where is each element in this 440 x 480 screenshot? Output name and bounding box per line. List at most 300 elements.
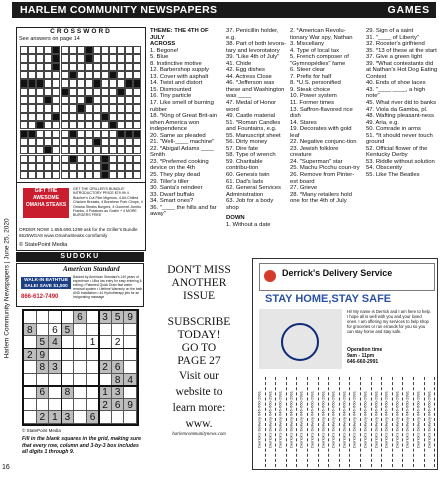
crossword-cell[interactable]	[52, 88, 60, 96]
crossword-cell[interactable]	[117, 113, 125, 121]
clue-item: 16. Tiny particle	[150, 93, 192, 100]
crossword-cell[interactable]	[117, 163, 125, 171]
tear-off-tab[interactable]: Derrick's Delivery 646-660-2991	[308, 377, 319, 467]
crossword-cell[interactable]	[52, 130, 60, 138]
crossword-cell[interactable]	[20, 163, 28, 171]
tear-off-tab[interactable]: Derrick's Delivery 646-660-2991	[361, 377, 372, 467]
clue-item: 13. Cover with asphalt	[150, 73, 209, 80]
crossword-cell[interactable]	[125, 46, 133, 54]
crossword-cell[interactable]	[109, 146, 117, 154]
crossword-cell[interactable]	[117, 171, 125, 179]
crossword-cell[interactable]	[44, 138, 52, 146]
crossword-cell[interactable]	[77, 130, 85, 138]
clues-across-col1	[150, 28, 222, 218]
crossword-cell[interactable]	[77, 71, 85, 79]
crossword-cell[interactable]	[77, 54, 85, 62]
crossword-cell[interactable]	[36, 146, 44, 154]
crossword-cell[interactable]	[77, 96, 85, 104]
crossword-cell[interactable]	[36, 88, 44, 96]
crossword-cell[interactable]	[20, 104, 28, 112]
crossword-cell[interactable]	[61, 71, 69, 79]
crossword-cell[interactable]	[61, 155, 69, 163]
clue-item: 8. *U.S. personified	[290, 80, 341, 87]
crossword-cell[interactable]	[93, 63, 101, 71]
across-list	[150, 48, 222, 218]
crossword-cell[interactable]	[125, 163, 133, 171]
crossword-cell[interactable]	[77, 155, 85, 163]
crossword-cell[interactable]	[133, 88, 141, 96]
crossword-cell[interactable]	[52, 155, 60, 163]
crossword-cell[interactable]	[20, 88, 28, 96]
crossword-cell[interactable]	[77, 79, 85, 87]
clue-item: 45. What river did to banks	[366, 100, 437, 107]
crossword-cell[interactable]	[36, 54, 44, 62]
crossword-cell[interactable]	[133, 113, 141, 121]
crossword-cell[interactable]	[28, 54, 36, 62]
crossword-cell[interactable]	[117, 104, 125, 112]
crossword-cell[interactable]	[28, 146, 36, 154]
crossword-cell[interactable]	[85, 155, 93, 163]
crossword-cell[interactable]	[117, 138, 125, 146]
crossword-cell[interactable]	[44, 163, 52, 171]
sudoku-cell[interactable]	[24, 361, 37, 374]
sudoku-cell: 4	[49, 336, 62, 349]
crossword-cell[interactable]	[93, 163, 101, 171]
sudoku-cell: 5	[112, 311, 125, 324]
crossword-cell[interactable]	[20, 71, 28, 79]
crossword-cell[interactable]	[93, 121, 101, 129]
crossword-cell[interactable]	[20, 113, 28, 121]
crossword-cell[interactable]	[117, 54, 125, 62]
sudoku-box-divider	[61, 311, 63, 424]
crossword-cell[interactable]	[20, 54, 28, 62]
crossword-cell[interactable]	[101, 104, 109, 112]
sudoku-cell[interactable]	[74, 361, 87, 374]
tear-off-tab[interactable]: Derrick's Delivery 646-660-2991	[393, 377, 404, 467]
crossword-cell[interactable]	[85, 79, 93, 87]
sudoku-cell[interactable]	[37, 399, 50, 412]
crossword-cell[interactable]	[93, 96, 101, 104]
crossword-cell[interactable]	[61, 121, 69, 129]
crossword-cell[interactable]	[85, 138, 93, 146]
crossword-cell[interactable]	[20, 96, 28, 104]
promo-line: DON'T MISS	[167, 264, 231, 276]
crossword-cell[interactable]	[125, 54, 133, 62]
tear-off-tab[interactable]: Derrick's Delivery 646-660-2991	[329, 377, 340, 467]
crossword-cell[interactable]	[69, 121, 77, 129]
clue-item: 49. Castle material	[226, 113, 276, 120]
crossword-cell[interactable]	[28, 113, 36, 121]
stay-home-slogan: STAY HOME,STAY SAFE	[265, 293, 392, 305]
tear-off-tab[interactable]: Derrick's Delivery 646-660-2991	[297, 377, 308, 467]
sudoku-cell[interactable]	[62, 399, 75, 412]
crossword-block	[101, 155, 109, 163]
crossword-cell[interactable]	[36, 96, 44, 104]
crossword-cell[interactable]	[44, 71, 52, 79]
crossword-cell[interactable]	[133, 104, 141, 112]
crossword-cell[interactable]	[125, 155, 133, 163]
crossword-cell[interactable]	[77, 146, 85, 154]
crossword-cell[interactable]	[133, 121, 141, 129]
clue-item: 22. Negative conjunc-tion	[290, 139, 357, 146]
crossword-cell[interactable]	[77, 113, 85, 121]
crossword-cell[interactable]	[85, 130, 93, 138]
sudoku-cell[interactable]	[74, 411, 87, 424]
crossword-cell[interactable]	[85, 88, 93, 96]
crossword-cell[interactable]	[52, 104, 60, 112]
crossword-block	[28, 79, 36, 87]
crossword-cell[interactable]	[109, 155, 117, 163]
clue-item: 31. "____ of Liberty"	[366, 34, 419, 41]
sudoku-cell[interactable]	[99, 324, 112, 337]
crossword-cell[interactable]	[77, 163, 85, 171]
crossword-cell[interactable]	[133, 146, 141, 154]
crossword-block	[69, 155, 77, 163]
crossword-cell[interactable]	[125, 146, 133, 154]
sudoku-cell[interactable]	[124, 349, 137, 362]
crossword-cell[interactable]	[109, 113, 117, 121]
crossword-cell[interactable]	[61, 146, 69, 154]
crossword-cell[interactable]	[117, 79, 125, 87]
crossword-cell[interactable]	[61, 96, 69, 104]
crossword-cell[interactable]	[109, 130, 117, 138]
crossword-cell[interactable]	[125, 171, 133, 179]
crossword-cell[interactable]	[93, 104, 101, 112]
crossword-cell[interactable]	[109, 54, 117, 62]
crossword-cell[interactable]	[69, 163, 77, 171]
crossword-block	[20, 130, 28, 138]
crossword-cell[interactable]	[61, 138, 69, 146]
crossword-cell[interactable]	[52, 138, 60, 146]
crossword-cell[interactable]	[44, 155, 52, 163]
crossword-cell[interactable]	[36, 71, 44, 79]
crossword-cell[interactable]	[109, 88, 117, 96]
crossword-cell[interactable]	[85, 121, 93, 129]
crossword-cell[interactable]	[36, 113, 44, 121]
sudoku-cell: 2	[112, 336, 125, 349]
crossword-cell[interactable]	[36, 130, 44, 138]
crossword-cell[interactable]	[28, 96, 36, 104]
crossword-cell[interactable]	[20, 63, 28, 71]
clue-item: 56. Dirty money	[226, 139, 268, 146]
crossword-cell[interactable]	[93, 71, 101, 79]
tear-off-tab[interactable]: Derrick's Delivery 646-660-2991	[382, 377, 393, 467]
crossword-box	[16, 27, 146, 251]
crossword-cell[interactable]	[117, 63, 125, 71]
crossword-cell[interactable]	[93, 155, 101, 163]
sudoku-cell[interactable]	[74, 399, 87, 412]
crossword-cell[interactable]	[117, 96, 125, 104]
crossword-cell[interactable]	[52, 146, 60, 154]
crossword-cell[interactable]	[36, 138, 44, 146]
crossword-cell[interactable]	[69, 79, 77, 87]
crossword-cell[interactable]	[77, 88, 85, 96]
crossword-cell[interactable]	[133, 138, 141, 146]
crossword-cell[interactable]	[69, 104, 77, 112]
sudoku-cell: 2	[99, 361, 112, 374]
crossword-cell[interactable]	[69, 63, 77, 71]
tear-off-tab[interactable]: Derrick's Delivery 646-660-2991	[287, 377, 298, 467]
tear-off-tab[interactable]: Derrick's Delivery 646-660-2991	[414, 377, 425, 467]
tear-off-tab[interactable]: Derrick's Delivery 646-660-2991	[350, 377, 361, 467]
crossword-grid[interactable]	[20, 46, 142, 180]
crossword-cell[interactable]	[36, 104, 44, 112]
sudoku-cell[interactable]	[37, 324, 50, 337]
promo-line: TODAY!	[177, 329, 221, 341]
crossword-cell[interactable]	[109, 63, 117, 71]
sudoku-cell[interactable]	[37, 311, 50, 324]
crossword-cell[interactable]	[133, 46, 141, 54]
crossword-cell[interactable]	[28, 71, 36, 79]
sudoku-cell[interactable]	[62, 361, 75, 374]
crossword-cell[interactable]	[133, 155, 141, 163]
crossword-cell[interactable]	[125, 96, 133, 104]
sudoku-cell[interactable]	[99, 411, 112, 424]
crossword-cell[interactable]	[93, 146, 101, 154]
crossword-cell[interactable]	[61, 104, 69, 112]
crossword-cell[interactable]	[69, 146, 77, 154]
crossword-cell[interactable]	[85, 163, 93, 171]
crossword-cell[interactable]	[109, 79, 117, 87]
crossword-cell[interactable]	[61, 130, 69, 138]
vertical-folio: Harlem Community Newspapers | June 25, 2020	[3, 218, 11, 359]
sudoku-cell[interactable]	[24, 311, 37, 324]
crossword-cell[interactable]	[44, 104, 52, 112]
crossword-cell[interactable]	[28, 63, 36, 71]
crossword-cell[interactable]	[109, 163, 117, 171]
crossword-cell[interactable]	[61, 63, 69, 71]
crossword-cell[interactable]	[77, 46, 85, 54]
crossword-cell[interactable]	[85, 71, 93, 79]
crossword-cell[interactable]	[61, 171, 69, 179]
crossword-cell[interactable]	[93, 171, 101, 179]
crossword-cell[interactable]	[44, 63, 52, 71]
crossword-cell[interactable]	[133, 171, 141, 179]
crossword-cell[interactable]	[36, 46, 44, 54]
crossword-cell[interactable]	[133, 96, 141, 104]
promo-line: ISSUE	[183, 290, 215, 302]
clue-item: 5. French composer of "Gymnopédies" fame	[290, 54, 349, 67]
crossword-cell[interactable]	[20, 171, 28, 179]
crossword-cell[interactable]	[109, 138, 117, 146]
clue-item: 1. Without a date	[226, 221, 271, 228]
crossword-cell[interactable]	[77, 138, 85, 146]
crossword-cell[interactable]	[69, 54, 77, 62]
clue-item: 25. Machu Picchu coun-try	[290, 165, 360, 172]
clue-item: 13. Saffron-flavored rice dish	[290, 106, 353, 120]
crossword-cell[interactable]	[125, 104, 133, 112]
clue-item: 36. "____ the hills and far away"	[150, 204, 217, 218]
sudoku-cell[interactable]	[24, 411, 37, 424]
crossword-cell[interactable]	[85, 63, 93, 71]
crossword-cell[interactable]	[109, 171, 117, 179]
tear-off-tab[interactable]: Derrick's Delivery 646-660-2991	[340, 377, 351, 467]
crossword-cell[interactable]	[28, 171, 36, 179]
crossword-cell[interactable]	[133, 163, 141, 171]
tear-off-tab[interactable]: Derrick's Delivery 646-660-2991	[372, 377, 383, 467]
sudoku-cell[interactable]	[99, 349, 112, 362]
bathtub-ad	[16, 263, 144, 307]
sudoku-cell[interactable]	[112, 411, 125, 424]
crossword-cell[interactable]	[125, 88, 133, 96]
crossword-cell[interactable]	[101, 63, 109, 71]
crossword-cell[interactable]	[125, 121, 133, 129]
crossword-cell[interactable]	[85, 104, 93, 112]
crossword-cell[interactable]	[93, 46, 101, 54]
crossword-cell[interactable]	[28, 46, 36, 54]
crossword-cell[interactable]	[117, 71, 125, 79]
crossword-cell[interactable]	[44, 54, 52, 62]
crossword-cell[interactable]	[44, 113, 52, 121]
tear-off-tab[interactable]: Derrick's Delivery 646-660-2991	[266, 377, 277, 467]
crossword-cell[interactable]	[52, 79, 60, 87]
crossword-cell[interactable]	[44, 130, 52, 138]
crossword-cell[interactable]	[36, 171, 44, 179]
crossword-cell[interactable]	[69, 46, 77, 54]
crossword-cell[interactable]	[28, 155, 36, 163]
crossword-cell[interactable]	[20, 121, 28, 129]
crossword-cell[interactable]	[101, 46, 109, 54]
crossword-cell[interactable]	[109, 96, 117, 104]
crossword-cell[interactable]	[61, 113, 69, 121]
down-list-2	[290, 28, 360, 205]
crossword-cell[interactable]	[125, 71, 133, 79]
crossword-cell[interactable]	[69, 138, 77, 146]
crossword-cell[interactable]	[117, 46, 125, 54]
crossword-cell[interactable]	[44, 79, 52, 87]
crossword-cell[interactable]	[133, 63, 141, 71]
sudoku-cell[interactable]	[24, 399, 37, 412]
crossword-cell[interactable]	[28, 163, 36, 171]
crossword-cell[interactable]	[69, 171, 77, 179]
crossword-cell[interactable]	[44, 171, 52, 179]
crossword-cell[interactable]	[28, 138, 36, 146]
crossword-cell[interactable]	[77, 63, 85, 71]
crossword-cell[interactable]	[101, 54, 109, 62]
crossword-cell[interactable]	[36, 163, 44, 171]
crossword-cell[interactable]	[117, 155, 125, 163]
crossword-cell[interactable]	[61, 46, 69, 54]
crossword-cell[interactable]	[93, 113, 101, 121]
crossword-cell[interactable]	[44, 121, 52, 129]
crossword-cell[interactable]	[44, 46, 52, 54]
crossword-cell[interactable]	[101, 79, 109, 87]
crossword-cell[interactable]	[77, 171, 85, 179]
sudoku-cell[interactable]	[112, 324, 125, 337]
sudoku-cell[interactable]	[62, 349, 75, 362]
crossword-cell[interactable]	[20, 155, 28, 163]
crossword-cell[interactable]	[20, 146, 28, 154]
promo-line: GO TO	[181, 342, 217, 354]
crossword-cell[interactable]	[28, 104, 36, 112]
crossword-cell[interactable]	[61, 79, 69, 87]
tear-off-tab[interactable]: Derrick's Delivery 646-660-2991	[276, 377, 287, 467]
crossword-cell[interactable]	[44, 88, 52, 96]
sudoku-cell[interactable]	[74, 349, 87, 362]
crossword-cell[interactable]	[20, 46, 28, 54]
crossword-cell[interactable]	[69, 96, 77, 104]
crossword-cell[interactable]	[69, 88, 77, 96]
sudoku-cell: 2	[37, 411, 50, 424]
crossword-cell[interactable]	[125, 113, 133, 121]
crossword-cell[interactable]	[109, 104, 117, 112]
sudoku-cell[interactable]	[62, 311, 75, 324]
crossword-cell[interactable]	[52, 71, 60, 79]
tear-off-tab[interactable]: Derrick's Delivery 646-660-2991	[425, 377, 436, 467]
clue-item: 23. *Preferred cooking device on the 4th	[150, 158, 209, 172]
crossword-cell[interactable]	[101, 71, 109, 79]
crossword-cell[interactable]	[61, 163, 69, 171]
crossword-cell[interactable]	[101, 146, 109, 154]
crossword-cell[interactable]	[52, 163, 60, 171]
crossword-cell[interactable]	[101, 96, 109, 104]
crossword-title: CROSSWORD	[50, 28, 112, 35]
sudoku-grid[interactable]	[22, 309, 139, 426]
crossword-cell[interactable]	[20, 138, 28, 146]
crossword-block	[52, 63, 60, 71]
crossword-cell[interactable]	[28, 121, 36, 129]
tear-off-tab[interactable]: Derrick's Delivery 646-660-2991	[403, 377, 414, 467]
promo-url[interactable]: harlemcommunitynews.com	[172, 432, 226, 437]
derrick-phone[interactable]: 646-660-2991	[347, 359, 379, 365]
sudoku-cell: 9	[124, 399, 137, 412]
crossword-cell[interactable]	[125, 63, 133, 71]
crossword-cell[interactable]	[28, 88, 36, 96]
crossword-cell[interactable]	[117, 146, 125, 154]
sudoku-cell: 6	[37, 386, 50, 399]
sudoku-cell: 8	[37, 361, 50, 374]
crossword-cell[interactable]	[85, 113, 93, 121]
sudoku-cell[interactable]	[74, 386, 87, 399]
crossword-cell[interactable]	[125, 138, 133, 146]
clue-item: 11. Former times	[290, 100, 335, 107]
tear-off-tab[interactable]: Derrick's Delivery 646-660-2991	[255, 377, 266, 467]
crossword-cell[interactable]	[36, 63, 44, 71]
crossword-block	[85, 46, 93, 54]
promo-line: www.	[185, 418, 213, 430]
crossword-cell[interactable]	[69, 113, 77, 121]
crossword-cell[interactable]	[77, 121, 85, 129]
sudoku-cell[interactable]	[112, 349, 125, 362]
crossword-cell[interactable]	[117, 121, 125, 129]
crossword-cell[interactable]	[52, 171, 60, 179]
crossword-cell[interactable]	[52, 96, 60, 104]
sudoku-cell[interactable]	[24, 386, 37, 399]
crossword-cell[interactable]	[85, 171, 93, 179]
crossword-cell[interactable]	[101, 88, 109, 96]
crossword-cell[interactable]	[36, 155, 44, 163]
crossword-cell[interactable]	[101, 138, 109, 146]
crossword-cell[interactable]	[52, 121, 60, 129]
tear-off-tab[interactable]: Derrick's Delivery 646-660-2991	[319, 377, 330, 467]
crossword-cell[interactable]	[133, 71, 141, 79]
sudoku-cell[interactable]	[124, 411, 137, 424]
crossword-cell[interactable]	[133, 54, 141, 62]
crossword-cell[interactable]	[101, 121, 109, 129]
crossword-cell[interactable]	[93, 130, 101, 138]
crossword-cell[interactable]	[101, 130, 109, 138]
sudoku-cell[interactable]	[124, 324, 137, 337]
crossword-cell[interactable]	[61, 54, 69, 62]
crossword-cell[interactable]	[93, 88, 101, 96]
crossword-cell[interactable]	[109, 46, 117, 54]
crossword-cell[interactable]	[85, 146, 93, 154]
sudoku-cell[interactable]	[124, 386, 137, 399]
crossword-cell[interactable]	[93, 54, 101, 62]
omaha-logo: GIFT THE AWESOME OMAHA STEAKS	[23, 188, 69, 218]
sudoku-cell[interactable]	[124, 361, 137, 374]
sudoku-cell[interactable]	[74, 324, 87, 337]
